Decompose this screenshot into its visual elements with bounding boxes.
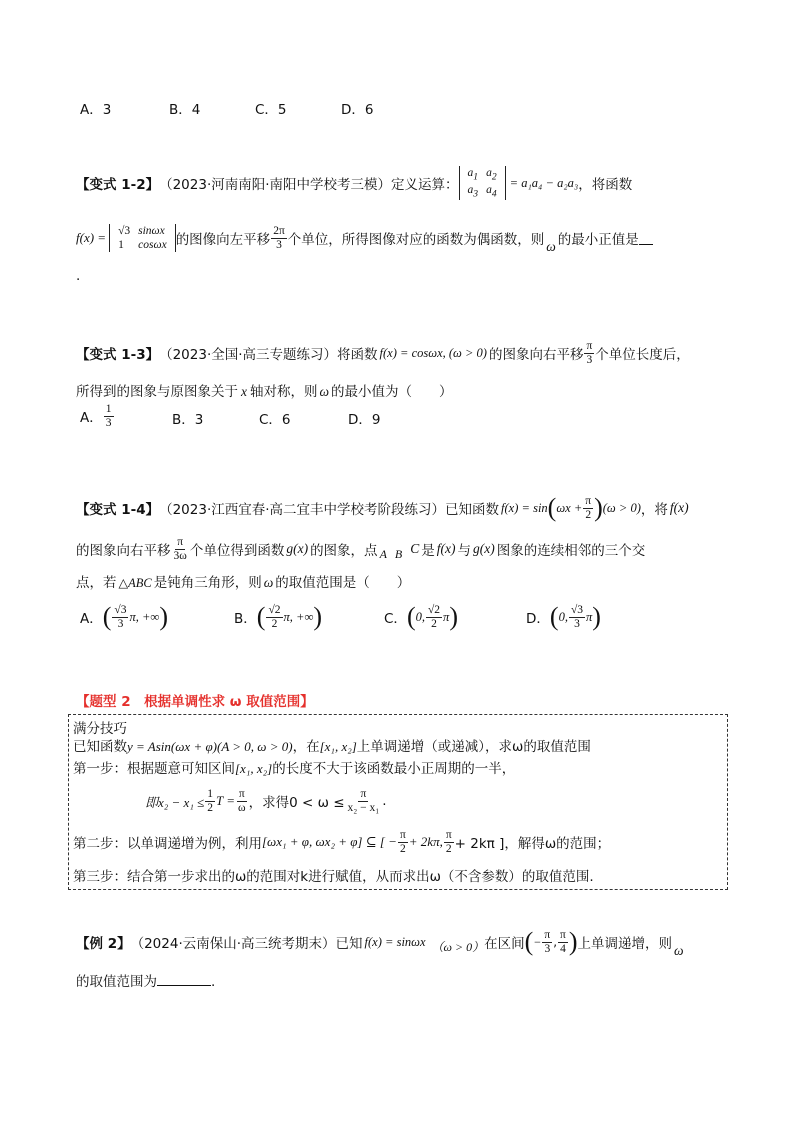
fx-symbol: f(x) (669, 500, 689, 515)
option-b: B．3 (172, 412, 204, 428)
option-c: C． ( 0, $\frac{√2}{2}$ π ) (384, 602, 458, 631)
variant-1-4-options (80, 596, 720, 638)
gx-symbol-2: g(x) (473, 541, 495, 556)
step-1: 第一步：根据题意可知区间[x₁, x₂]的长度不大于该函数最小正周期的一半， (73, 761, 516, 777)
option-a: A． ( $\frac{√3}{3}$ π, +∞ ) (80, 602, 169, 631)
variant-1-4-line1: 【变式 1-4】 （2023·江西宜春·高二宜丰中学校考阶段练习）已知函数 f(x) = sin ( ωx + $\frac{\pi}{2}$ ) (ω > 0) ，将 f(x) (76, 493, 689, 522)
function-inner: ωx + (556, 500, 583, 515)
example-2-source: （2024·云南保山·高三统考期末）已知 (130, 936, 363, 952)
option-d: D．9 (348, 412, 381, 428)
variant-1-2-text-a: 的图像向左平移 (175, 232, 271, 248)
variant-1-4-text-a: ，将 (640, 502, 668, 518)
definition-rhs: = a₁a₄ − a₂a₃ (509, 175, 579, 190)
variant-1-3-function: f(x) = cosωx, (ω > 0) (379, 345, 487, 360)
topic-2-title: 【题型 2 根据单调性求 ω 取值范围】 (76, 694, 314, 710)
variant-1-3-text-b: 个单位长度后， (595, 347, 690, 363)
example-2-line1: 【例 2】 （2024·云南保山·高三统考期末）已知 f(x) = sinωx （ω > 0） 在区间 ( − $\frac{\pi}{3}$ , $\frac{\pi}{4}$ ) 上单调递增，则 ω (76, 927, 684, 958)
triangle-abc: △ABC (118, 576, 152, 590)
variant-1-4-line2: 的图象向右平移 $\frac{\pi}{3\omega}$ 个单位得到函数 g(x) 的图象，点 A B C 是 f(x) 与 g(x) 图象的连续相邻的三个交 (76, 536, 646, 562)
variant-1-3-source: （2023·全国·高三专题练习）将函数 (159, 347, 378, 363)
example-2-condition: （ω > 0） (431, 939, 485, 954)
variant-1-2-text-b: 个单位，所得图像对应的函数为偶函数，则 (287, 232, 545, 248)
example-2-tag: 【例 2】 (76, 936, 131, 952)
interval-x1-x2: [x₁, x₂] (319, 739, 357, 754)
technique-box (68, 714, 728, 890)
variant-1-2-tail: . (76, 268, 81, 284)
variant-1-3-line1 (76, 338, 690, 368)
option-a-label: A． (80, 410, 103, 426)
option-a-fraction: $\frac{1}{3}$ (105, 403, 112, 429)
pi-over-two: $\frac{\pi}{2}$ (585, 495, 592, 521)
omega-symbol: ω (263, 575, 274, 590)
step-3: 第三步：结合第一步求出的ω的范围对k进行赋值，从而求出ω（不含参数）的取值范围. (73, 869, 594, 885)
option-d: D． ( 0, $\frac{√3}{3}$ π ) (526, 602, 601, 631)
box-line-1: 已知函数y = Asin(ωx + φ)(A > 0, ω > 0)，在[x₁, x₂]上单调递增（或递减），求ω的取值范围 (73, 739, 591, 755)
omega-symbol: ω (319, 384, 330, 399)
variant-1-2-text-c: 的最小正值是 (557, 232, 639, 248)
variant-1-3-options (80, 400, 480, 432)
example-2-function: f(x) = sinωx (364, 934, 426, 949)
function-determinant: √3 sinωx 1 cosωx (109, 224, 176, 253)
answer-blank[interactable] (639, 232, 653, 245)
shift-fraction: $\frac{\pi}{3\omega}$ (173, 536, 187, 562)
variant-1-3-shift: $\frac{\pi}{3}$ (586, 340, 593, 366)
function-f: f(x) = sin (501, 500, 548, 515)
variant-1-3-text-a: 的图象向右平移 (488, 347, 584, 363)
variant-1-4-source: （2023·江西宜春·高二宜丰中学校考阶段练习）已知函数 (159, 502, 500, 518)
shift-fraction: $\frac{2\pi}{3}$ (273, 225, 285, 251)
step-2: 第二步：以单调递增为例，利用 [ωx₁ + φ, ωx₂ + φ] ⊆ [ − $\frac{\pi}{2}$ + 2kπ, $\frac{\pi}{2}$ + 2kπ ]，解得ω的范围； (73, 829, 611, 855)
option-c: C．6 (259, 412, 291, 428)
fx-symbol-2: f(x) (436, 541, 456, 556)
x-symbol: x (241, 384, 247, 399)
step-1-inequality: 即x₂ − x₁ ≤ $\frac{1}{2}$ T = $\frac{\pi}{\omega}$ ，求得0 < ω ≤ $\frac{\pi}{\text{x₂ − x₁}}$ . (145, 788, 387, 814)
variant-1-2-line2 (76, 216, 653, 260)
function-f-label: f(x) = (76, 230, 107, 245)
q0-option-d: D．6 (341, 102, 374, 118)
variant-1-4-line3: 点，若 △ABC 是钝角三角形，则 ω 的取值范围是（ ） (76, 575, 411, 591)
q0-option-b: B．4 (169, 102, 201, 118)
point-c: C (410, 541, 420, 556)
omega-symbol: ω (546, 239, 556, 254)
variant-1-2-source: （2023·河南南阳·南阳中学校考三模）定义运算： (159, 177, 459, 193)
variant-1-2-tag: 【变式 1-2】 (76, 177, 160, 193)
definition-determinant: $a_1$ $a_2$ $a_3$ $a_4$ (459, 166, 506, 201)
example-2-text-a: 在区间 (484, 936, 525, 952)
option-b: B． ( $\frac{√2}{2}$ π, +∞ ) (234, 602, 323, 631)
point-b: B (394, 546, 403, 561)
point-a: A (379, 546, 387, 561)
interval-right: $\frac{\pi}{4}$ (560, 929, 566, 955)
q0-option-a: A．3 (80, 102, 112, 118)
q0-option-c: C．5 (255, 102, 287, 118)
function-condition: (ω > 0) (602, 500, 641, 515)
variant-1-2-line1 (76, 163, 632, 203)
variant-1-3-tag: 【变式 1-3】 (76, 347, 160, 363)
general-function: y = Asin(ωx + φ)(A > 0, ω > 0) (127, 739, 293, 754)
example-2-answer-blank[interactable] (157, 973, 211, 986)
variant-1-3-line2: 所得到的图象与原图象关于 x 轴对称，则 ω 的最小值为（ ） (76, 384, 453, 400)
interval-left: $\frac{\pi}{3}$ (544, 929, 551, 955)
variant-1-2-text: ，将函数 (578, 177, 633, 193)
example-2-line2: 的取值范围为 . (76, 974, 216, 990)
gx-symbol: g(x) (286, 541, 309, 556)
omega-symbol: ω (674, 943, 684, 958)
variant-1-4-tag: 【变式 1-4】 (76, 502, 160, 518)
example-2-text-b: 上单调递增，则 (577, 936, 673, 952)
box-title: 满分技巧 (73, 721, 127, 737)
